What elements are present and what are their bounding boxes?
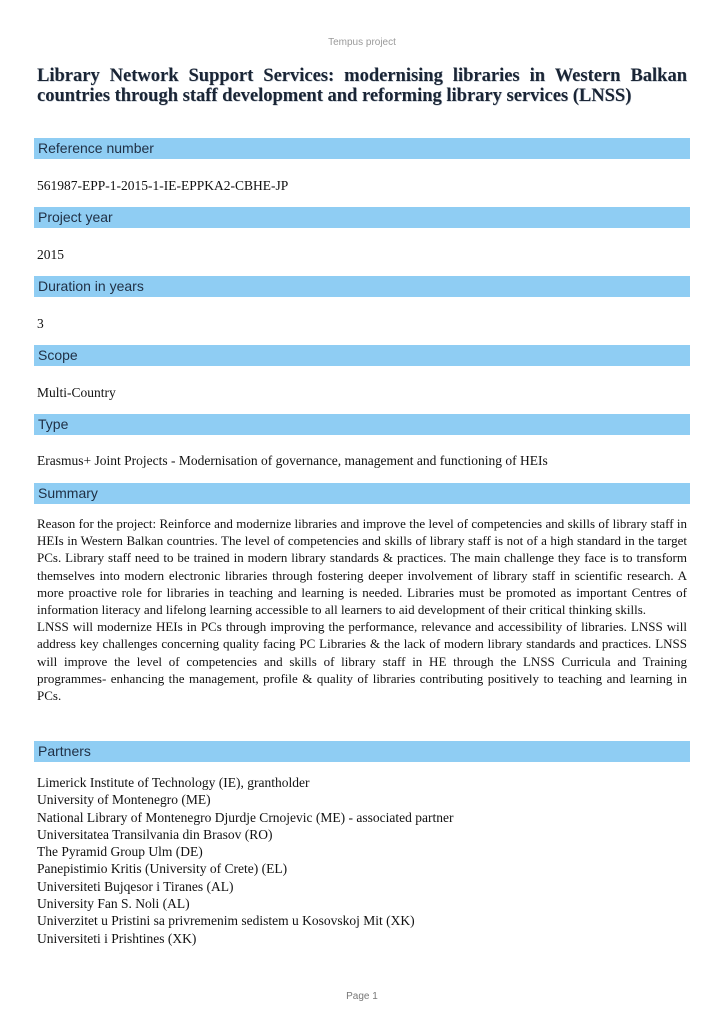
partner-item: University of Montenegro (ME)	[37, 792, 211, 808]
scope-value: Multi-Country	[37, 385, 116, 400]
section-header-duration: Duration in years	[34, 276, 690, 297]
section-header-scope: Scope	[34, 345, 690, 366]
section-header-type: Type	[34, 414, 690, 435]
partner-item: Panepistimio Kritis (University of Crete) (EL)	[37, 861, 288, 877]
partner-item: Universitatea Transilvania din Brasov (RO)	[37, 826, 273, 842]
page-number: Page 1	[346, 991, 378, 1002]
section-header-partners: Partners	[34, 741, 690, 762]
type-value: Erasmus+ Joint Projects - Modernisation of governance, management and functioning of HEIs	[37, 453, 548, 468]
section-header-summary: Summary	[34, 483, 690, 504]
partner-item: Univerzitet u Pristini sa privremenim sedistem u Kosovskoj Mit (XK)	[37, 913, 415, 929]
summary-paragraph: LNSS will modernize HEIs in PCs through improving the performance, relevance and accessibility of libraries. LNSS will address key challenges concerning quality facing PC Libraries & the lack of modern library standards and practices. LNSS will improve the level of competencies and skills of library staff in HE through the LNSS Curricula and Training programmes- enhancing the management, profile & quality of libraries contributing positively to teaching and learning in PCs.	[37, 619, 687, 704]
partner-item: National Library of Montenegro Djurdje Crnojevic (ME) - associated partner	[37, 809, 454, 825]
partner-item: Universiteti i Prishtines (XK)	[37, 930, 197, 946]
partner-item: The Pyramid Group Ulm (DE)	[37, 844, 203, 860]
summary-paragraph: Reason for the project: Reinforce and modernize libraries and improve the level of competencies and skills of library staff in HEIs in Western Balkan countries. The level of competencies and skills of library staff is not of a high standard in the target PCs. Library staff need to be trained in modern library standards & practices. The main challenge they face is to transform themselves into modern electronic libraries through fostering deeper involvement of library staff in scientific research. A more proactive role for libraries in teaching and learning is needed. Libraries must be promoted as important Centres of information literacy and lifelong learning accessible to all learners to aid development of their critical thinking skills.	[37, 516, 687, 618]
duration-value: 3	[37, 316, 44, 331]
partner-item: Universiteti Bujqesor i Tiranes (AL)	[37, 878, 234, 894]
section-header-project-year: Project year	[34, 207, 690, 228]
partners-list	[37, 774, 687, 947]
partner-item: University Fan S. Noli (AL)	[37, 896, 190, 912]
document-title: Library Network Support Services: modernising libraries in Western Balkan countries through staff development and reforming library services (LNSS)	[37, 66, 687, 106]
reference-number-value: 561987-EPP-1-2015-1-IE-EPPKA2-CBHE-JP	[37, 178, 289, 193]
running-header: Tempus project	[328, 37, 396, 48]
section-header-reference-number: Reference number	[34, 138, 690, 159]
project-year-value: 2015	[37, 247, 64, 262]
partner-item: Limerick Institute of Technology (IE), grantholder	[37, 775, 310, 790]
summary-text	[37, 515, 687, 704]
